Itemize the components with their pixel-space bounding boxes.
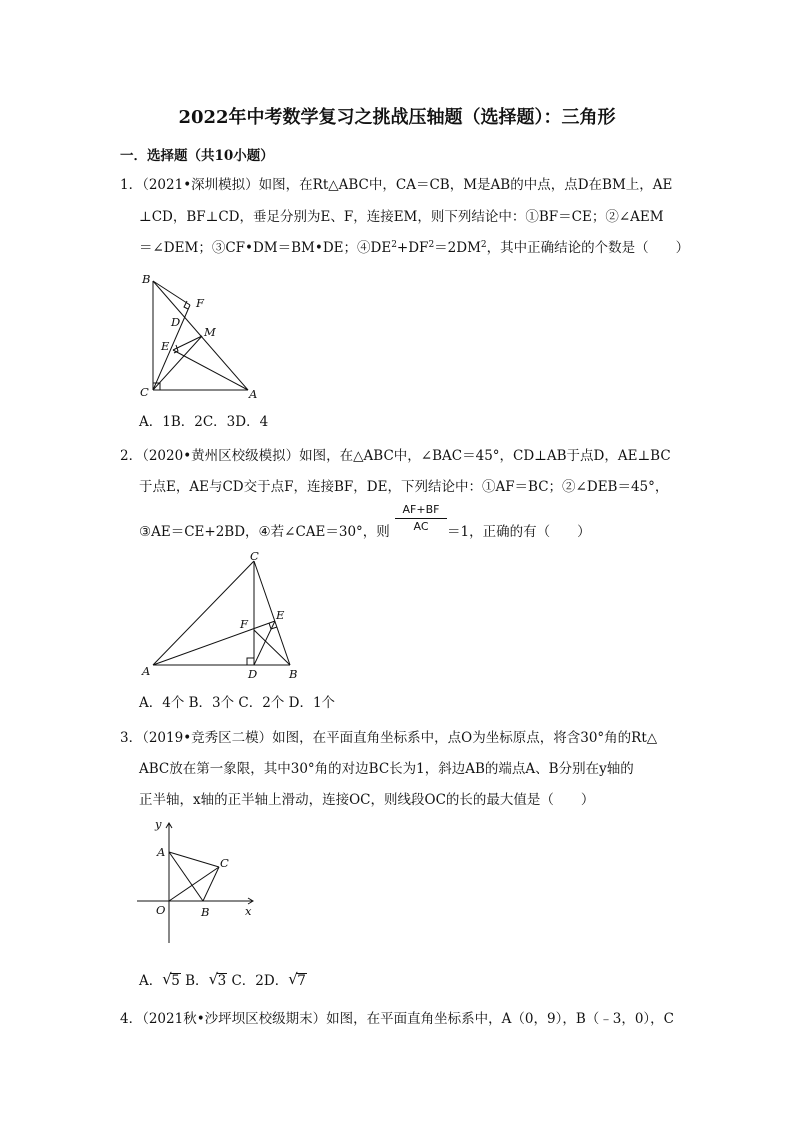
q2-label-f: F [240, 617, 248, 631]
q2-side-ac [153, 561, 254, 665]
page-title: 2022年中考数学复习之挑战压轴题（选择题）：三角形 [178, 107, 616, 128]
q1-line-bf [153, 281, 190, 305]
q2-line-3a: ③AE＝CE+2BD，④若∠CAE＝30°，则 [139, 524, 390, 540]
q1-line-ae [173, 350, 248, 390]
q1-line-2: ⊥CD，BF⊥CD，垂足分别为E、F，连接EM，则下列结论中：①BF＝CE；②∠AEM [139, 209, 664, 225]
q1-label-f: F [196, 296, 204, 310]
q2-line-bf [254, 630, 290, 665]
section-heading: 一．选择题（共10小题） [120, 148, 274, 164]
q3-line-1: 3．（2019•竞秀区二模）如图，在平面直角坐标系中，点O为坐标原点，将含30°角的Rt△ [120, 730, 658, 746]
q2-figure [140, 548, 310, 683]
q3-sqrt-b: √ 3 [208, 970, 227, 989]
q2-right-angle-d [247, 658, 254, 665]
q3-label-x: x [245, 904, 252, 918]
q3-line-2: ABC放在第一象限，其中30°角的对边BC长为1，斜边AB的端点A、B分别在y轴的 [139, 761, 634, 777]
q3-side-ac [169, 852, 219, 867]
q2-side-cb [254, 561, 290, 665]
q2-label-c: C [250, 549, 259, 563]
q2-options: A．4个 B．3个 C．2个 D．1个 [139, 695, 336, 711]
q3-figure [135, 818, 265, 948]
q1-options: A．1B．2C．3D．4 [139, 414, 269, 430]
q3-label-b: B [201, 905, 210, 919]
q2-fraction-denominator: AC [413, 520, 429, 533]
q2-fraction [395, 503, 447, 534]
q1-label-d: D [171, 315, 181, 329]
q1-label-e: E [161, 339, 170, 353]
q1-line-1: 1．（2021•深圳模拟）如图，在Rt△ABC中，CA＝CB，M是AB的中点，点D在BM上，AE [120, 177, 673, 193]
q3-label-y: y [155, 818, 162, 831]
q3-label-a: A [157, 845, 166, 859]
q2-line-3b: ＝1，正确的有（ ） [447, 524, 591, 540]
q2-label-d: D [248, 667, 258, 681]
q2-label-a: A [142, 664, 151, 678]
q3-side-ab [169, 852, 203, 901]
q4-line-1: 4．（2021秋•沙坪坝区校级期末）如图，在平面直角坐标系中，A（0，9），B（﹣3，0），C [120, 1011, 675, 1027]
q2-line-2: 于点E，AE与CD交于点F，连接BF，DE，下列结论中：①AF＝BC；②∠DEB＝45°， [139, 479, 669, 495]
q1-label-c: C [140, 385, 149, 399]
q3-sqrt-a: √ 5 [162, 970, 180, 989]
q1-label-m: M [204, 325, 216, 339]
q1-right-angle-f [184, 301, 188, 309]
q3-label-c: C [220, 856, 229, 870]
q3-line-3: 正半轴，x轴的正半轴上滑动，连接OC，则线段OC的长的最大值是（ ） [139, 792, 595, 808]
q1-label-a: A [249, 387, 258, 401]
q1-line-3: ＝∠DEM；③CF•DM＝BM•DE；$④DE^2+DF^2=2DM^2$，其中正确结论的个数是（ ） [139, 240, 690, 256]
q3-label-o: O [156, 903, 166, 917]
q2-label-e: E [276, 608, 285, 622]
q2-line-1: 2．（2020•黄州区校级模拟）如图，在△ABC中，∠BAC＝45°，CD⊥AB于点D，AE⊥BC [120, 448, 671, 464]
q1-figure [130, 268, 270, 403]
q2-label-b: B [289, 667, 298, 681]
q2-fraction-numerator: AF+BF [395, 503, 447, 519]
q3-options: A． √ 5 B． √ 3 C．2D． √ 7 [139, 970, 306, 989]
q3-sqrt-d: √ 7 [288, 970, 306, 989]
q1-label-b: B [142, 272, 151, 286]
